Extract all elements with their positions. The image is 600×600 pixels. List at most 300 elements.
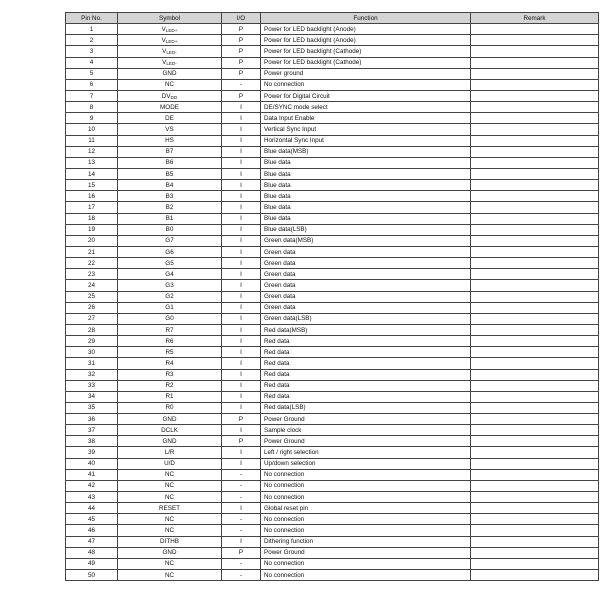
- table-row: [66, 113, 599, 124]
- function-cell: No connection: [261, 525, 471, 536]
- table-row: [66, 280, 599, 291]
- symbol-subscript: DD: [170, 94, 178, 100]
- io-type-cell: -: [222, 492, 261, 503]
- symbol-text: NC: [164, 560, 175, 568]
- pin-number-cell: 20: [66, 235, 118, 246]
- pin-number-cell: 6: [66, 79, 118, 90]
- symbol-subscript: LED-: [166, 49, 177, 55]
- symbol-text: R3: [165, 371, 174, 379]
- symbol-text: G0: [165, 315, 174, 323]
- pin-number-cell: 2: [66, 35, 118, 46]
- io-type-cell: I: [222, 336, 261, 347]
- symbol-cell: [118, 79, 222, 90]
- symbol-cell: [118, 224, 222, 235]
- io-type-cell: I: [222, 458, 261, 469]
- symbol-text: DITHB: [160, 538, 179, 546]
- function-cell: Blue data: [261, 168, 471, 179]
- function-cell: No connection: [261, 558, 471, 569]
- io-type-cell: I: [222, 157, 261, 168]
- io-type-cell: I: [222, 536, 261, 547]
- pin-number-cell: 30: [66, 347, 118, 358]
- pin-number-cell: 41: [66, 469, 118, 480]
- symbol-text: B0: [165, 226, 174, 234]
- header-symbol: Symbol: [118, 13, 222, 24]
- symbol-cell: [118, 68, 222, 79]
- table-row: [66, 358, 599, 369]
- function-cell: Red data(LSB): [261, 402, 471, 413]
- function-cell: Green data: [261, 246, 471, 257]
- symbol-text: B1: [165, 215, 174, 223]
- symbol-cell: [118, 414, 222, 425]
- function-cell: Green data(LSB): [261, 313, 471, 324]
- pin-number-cell: 7: [66, 90, 118, 101]
- pin-number-cell: 40: [66, 458, 118, 469]
- remark-cell: [471, 113, 599, 124]
- function-cell: DE/SYNC mode select: [261, 102, 471, 113]
- table-row: [66, 157, 599, 168]
- symbol-cell: [118, 436, 222, 447]
- pin-number-cell: 48: [66, 547, 118, 558]
- symbol-text: B2: [165, 203, 174, 211]
- function-cell: Power Ground: [261, 547, 471, 558]
- remark-cell: [471, 536, 599, 547]
- function-cell: Power Ground: [261, 414, 471, 425]
- pin-number-cell: 11: [66, 135, 118, 146]
- symbol-cell: [118, 347, 222, 358]
- io-type-cell: I: [222, 202, 261, 213]
- function-cell: No connection: [261, 469, 471, 480]
- table-row: [66, 246, 599, 257]
- pin-number-cell: 49: [66, 558, 118, 569]
- symbol-text: R5: [165, 348, 174, 356]
- remark-cell: [471, 24, 599, 35]
- symbol-text: R6: [165, 337, 174, 345]
- symbol-cell: [118, 202, 222, 213]
- function-cell: Power for Digital Circuit: [261, 90, 471, 101]
- io-type-cell: P: [222, 414, 261, 425]
- pin-number-cell: 12: [66, 146, 118, 157]
- table-row: [66, 558, 599, 569]
- io-type-cell: I: [222, 213, 261, 224]
- remark-cell: [471, 291, 599, 302]
- io-type-cell: I: [222, 380, 261, 391]
- table-row: [66, 291, 599, 302]
- symbol-cell: [118, 302, 222, 313]
- function-cell: Global reset pin: [261, 503, 471, 514]
- remark-cell: [471, 102, 599, 113]
- io-type-cell: I: [222, 402, 261, 413]
- pin-number-cell: 25: [66, 291, 118, 302]
- table-row: [66, 447, 599, 458]
- symbol-text: V: [162, 47, 167, 55]
- function-cell: Red data: [261, 391, 471, 402]
- symbol-text: V: [161, 36, 166, 44]
- symbol-cell: [118, 246, 222, 257]
- remark-cell: [471, 336, 599, 347]
- remark-cell: [471, 157, 599, 168]
- symbol-cell: [118, 514, 222, 525]
- remark-cell: [471, 302, 599, 313]
- io-type-cell: I: [222, 503, 261, 514]
- function-cell: Green data: [261, 302, 471, 313]
- remark-cell: [471, 246, 599, 257]
- io-type-cell: I: [222, 180, 261, 191]
- symbol-text: NC: [164, 493, 175, 501]
- symbol-cell: [118, 425, 222, 436]
- function-cell: Power for LED backlight (Cathode): [261, 46, 471, 57]
- pin-number-cell: 33: [66, 380, 118, 391]
- function-cell: Green data: [261, 280, 471, 291]
- io-type-cell: I: [222, 258, 261, 269]
- table-row: [66, 90, 599, 101]
- table-row: [66, 369, 599, 380]
- table-row: [66, 503, 599, 514]
- symbol-text: NC: [164, 571, 175, 579]
- pin-number-cell: 8: [66, 102, 118, 113]
- header-io: I/O: [222, 13, 261, 24]
- remark-cell: [471, 258, 599, 269]
- table-row: [66, 313, 599, 324]
- symbol-text: B3: [165, 192, 174, 200]
- symbol-text: B6: [165, 159, 174, 167]
- function-cell: No connection: [261, 492, 471, 503]
- symbol-subscript: LED+: [165, 38, 178, 44]
- symbol-text: R7: [165, 326, 174, 334]
- pin-number-cell: 38: [66, 436, 118, 447]
- symbol-cell: [118, 324, 222, 335]
- table-row: [66, 425, 599, 436]
- io-type-cell: -: [222, 514, 261, 525]
- pin-number-cell: 19: [66, 224, 118, 235]
- symbol-text: R1: [165, 393, 174, 401]
- io-type-cell: -: [222, 469, 261, 480]
- symbol-cell: [118, 313, 222, 324]
- pin-number-cell: 10: [66, 124, 118, 135]
- symbol-text: MODE: [160, 103, 179, 111]
- io-type-cell: -: [222, 480, 261, 491]
- function-cell: Red data: [261, 358, 471, 369]
- io-type-cell: I: [222, 291, 261, 302]
- table-row: [66, 458, 599, 469]
- symbol-text: V: [161, 25, 166, 33]
- table-row: [66, 402, 599, 413]
- table-row: [66, 146, 599, 157]
- table-row: [66, 102, 599, 113]
- pin-number-cell: 36: [66, 414, 118, 425]
- remark-cell: [471, 280, 599, 291]
- pin-number-cell: 50: [66, 570, 118, 581]
- pin-number-cell: 23: [66, 269, 118, 280]
- symbol-text: RESET: [159, 504, 180, 512]
- io-type-cell: -: [222, 525, 261, 536]
- symbol-text: G2: [165, 293, 174, 301]
- symbol-cell: [118, 492, 222, 503]
- header-pin-no: Pin No.: [66, 13, 118, 24]
- remark-cell: [471, 202, 599, 213]
- function-cell: Blue data(LSB): [261, 224, 471, 235]
- symbol-cell: [118, 157, 222, 168]
- remark-cell: [471, 402, 599, 413]
- symbol-text: R2: [165, 382, 174, 390]
- pin-number-cell: 17: [66, 202, 118, 213]
- function-cell: Power for LED backlight (Anode): [261, 24, 471, 35]
- function-cell: Green data: [261, 258, 471, 269]
- symbol-cell: [118, 113, 222, 124]
- symbol-cell: [118, 258, 222, 269]
- symbol-cell: [118, 135, 222, 146]
- symbol-cell: [118, 146, 222, 157]
- symbol-cell: [118, 525, 222, 536]
- function-cell: Red data: [261, 347, 471, 358]
- symbol-text: DCLK: [161, 426, 178, 434]
- symbol-text: G1: [165, 304, 174, 312]
- symbol-text: NC: [164, 81, 175, 89]
- io-type-cell: P: [222, 24, 261, 35]
- remark-cell: [471, 35, 599, 46]
- table-row: [66, 168, 599, 179]
- remark-cell: [471, 213, 599, 224]
- io-type-cell: P: [222, 35, 261, 46]
- pin-number-cell: 35: [66, 402, 118, 413]
- symbol-text: V: [162, 59, 167, 67]
- table-row: [66, 324, 599, 335]
- function-cell: Red data: [261, 336, 471, 347]
- pin-number-cell: 31: [66, 358, 118, 369]
- io-type-cell: I: [222, 280, 261, 291]
- function-cell: Vertical Sync Input: [261, 124, 471, 135]
- pin-number-cell: 4: [66, 57, 118, 68]
- symbol-text: B5: [165, 170, 174, 178]
- remark-cell: [471, 436, 599, 447]
- function-cell: Power Ground: [261, 436, 471, 447]
- symbol-subscript: LED-: [166, 61, 177, 67]
- pin-number-cell: 16: [66, 191, 118, 202]
- remark-cell: [471, 492, 599, 503]
- function-cell: Blue data: [261, 202, 471, 213]
- pin-number-cell: 24: [66, 280, 118, 291]
- function-cell: Dithering function: [261, 536, 471, 547]
- function-cell: No connection: [261, 570, 471, 581]
- table-row: [66, 57, 599, 68]
- table-row: [66, 391, 599, 402]
- pin-number-cell: 32: [66, 369, 118, 380]
- table-row: [66, 570, 599, 581]
- symbol-cell: [118, 380, 222, 391]
- symbol-cell: [118, 369, 222, 380]
- table-row: [66, 180, 599, 191]
- remark-cell: [471, 514, 599, 525]
- function-cell: No connection: [261, 514, 471, 525]
- symbol-cell: [118, 269, 222, 280]
- function-cell: Horizontal Sync Input: [261, 135, 471, 146]
- table-row: [66, 536, 599, 547]
- table-row: [66, 380, 599, 391]
- symbol-text: B4: [165, 181, 174, 189]
- remark-cell: [471, 168, 599, 179]
- symbol-cell: [118, 124, 222, 135]
- remark-cell: [471, 235, 599, 246]
- symbol-text: G4: [165, 270, 174, 278]
- symbol-cell: [118, 24, 222, 35]
- io-type-cell: P: [222, 46, 261, 57]
- table-row: [66, 124, 599, 135]
- table-row: [66, 347, 599, 358]
- table-row: [66, 514, 599, 525]
- remark-cell: [471, 358, 599, 369]
- io-type-cell: I: [222, 113, 261, 124]
- io-type-cell: I: [222, 235, 261, 246]
- pin-number-cell: 44: [66, 503, 118, 514]
- symbol-cell: [118, 447, 222, 458]
- symbol-cell: [118, 35, 222, 46]
- symbol-cell: [118, 558, 222, 569]
- table-row: [66, 258, 599, 269]
- io-type-cell: I: [222, 391, 261, 402]
- pin-number-cell: 27: [66, 313, 118, 324]
- io-type-cell: P: [222, 90, 261, 101]
- header-remark: Remark: [471, 13, 599, 24]
- function-cell: Green data(MSB): [261, 235, 471, 246]
- pin-assignment-sheet: [65, 12, 598, 581]
- io-type-cell: I: [222, 369, 261, 380]
- io-type-cell: I: [222, 124, 261, 135]
- table-row: [66, 35, 599, 46]
- symbol-cell: [118, 191, 222, 202]
- pin-number-cell: 47: [66, 536, 118, 547]
- remark-cell: [471, 558, 599, 569]
- symbol-cell: [118, 57, 222, 68]
- io-type-cell: -: [222, 570, 261, 581]
- table-row: [66, 213, 599, 224]
- io-type-cell: P: [222, 547, 261, 558]
- io-type-cell: -: [222, 558, 261, 569]
- remark-cell: [471, 68, 599, 79]
- remark-cell: [471, 269, 599, 280]
- remark-cell: [471, 135, 599, 146]
- header-function: Function: [261, 13, 471, 24]
- pin-number-cell: 3: [66, 46, 118, 57]
- remark-cell: [471, 570, 599, 581]
- pin-number-cell: 18: [66, 213, 118, 224]
- symbol-text: G5: [165, 259, 174, 267]
- pin-assignment-table: [65, 12, 599, 581]
- symbol-cell: [118, 547, 222, 558]
- table-row: [66, 547, 599, 558]
- symbol-text: GND: [162, 437, 177, 445]
- pin-number-cell: 37: [66, 425, 118, 436]
- symbol-text: G7: [165, 237, 174, 245]
- io-type-cell: I: [222, 191, 261, 202]
- function-cell: Green data: [261, 269, 471, 280]
- remark-cell: [471, 313, 599, 324]
- remark-cell: [471, 90, 599, 101]
- io-type-cell: I: [222, 358, 261, 369]
- symbol-text: G3: [165, 281, 174, 289]
- symbol-cell: [118, 458, 222, 469]
- remark-cell: [471, 547, 599, 558]
- function-cell: No connection: [261, 79, 471, 90]
- table-row: [66, 492, 599, 503]
- symbol-cell: [118, 46, 222, 57]
- table-row: [66, 191, 599, 202]
- io-type-cell: -: [222, 79, 261, 90]
- remark-cell: [471, 324, 599, 335]
- pin-number-cell: 26: [66, 302, 118, 313]
- table-row: [66, 135, 599, 146]
- io-type-cell: I: [222, 168, 261, 179]
- symbol-cell: [118, 291, 222, 302]
- symbol-text: DV: [161, 92, 171, 100]
- symbol-text: HS: [165, 137, 174, 145]
- symbol-text: NC: [164, 515, 175, 523]
- remark-cell: [471, 469, 599, 480]
- table-header-row: [66, 13, 599, 24]
- pin-number-cell: 39: [66, 447, 118, 458]
- table-row: [66, 436, 599, 447]
- symbol-cell: [118, 391, 222, 402]
- symbol-text: B7: [165, 148, 174, 156]
- symbol-cell: [118, 503, 222, 514]
- symbol-cell: [118, 402, 222, 413]
- remark-cell: [471, 146, 599, 157]
- remark-cell: [471, 447, 599, 458]
- table-row: [66, 46, 599, 57]
- function-cell: No connection: [261, 480, 471, 491]
- function-cell: Red data: [261, 369, 471, 380]
- symbol-cell: [118, 168, 222, 179]
- remark-cell: [471, 525, 599, 536]
- pin-number-cell: 5: [66, 68, 118, 79]
- table-row: [66, 469, 599, 480]
- remark-cell: [471, 369, 599, 380]
- table-row: [66, 202, 599, 213]
- remark-cell: [471, 180, 599, 191]
- remark-cell: [471, 380, 599, 391]
- pin-number-cell: 22: [66, 258, 118, 269]
- symbol-cell: [118, 180, 222, 191]
- function-cell: Blue data: [261, 157, 471, 168]
- symbol-text: NC: [164, 471, 175, 479]
- io-type-cell: I: [222, 313, 261, 324]
- symbol-cell: [118, 280, 222, 291]
- function-cell: Red data(MSB): [261, 324, 471, 335]
- pin-number-cell: 9: [66, 113, 118, 124]
- function-cell: Data Input Enable: [261, 113, 471, 124]
- symbol-cell: [118, 358, 222, 369]
- function-cell: Power ground: [261, 68, 471, 79]
- table-row: [66, 336, 599, 347]
- io-type-cell: I: [222, 302, 261, 313]
- symbol-text: R0: [165, 404, 174, 412]
- symbol-text: DE: [165, 114, 174, 122]
- table-row: [66, 235, 599, 246]
- io-type-cell: I: [222, 269, 261, 280]
- symbol-text: G6: [165, 248, 174, 256]
- pin-number-cell: 1: [66, 24, 118, 35]
- table-row: [66, 24, 599, 35]
- io-type-cell: I: [222, 447, 261, 458]
- symbol-cell: [118, 480, 222, 491]
- pin-number-cell: 15: [66, 180, 118, 191]
- io-type-cell: I: [222, 224, 261, 235]
- io-type-cell: I: [222, 246, 261, 257]
- remark-cell: [471, 191, 599, 202]
- function-cell: Power for LED backlight (Cathode): [261, 57, 471, 68]
- function-cell: Blue data: [261, 213, 471, 224]
- table-row: [66, 525, 599, 536]
- remark-cell: [471, 503, 599, 514]
- function-cell: Left / right selection: [261, 447, 471, 458]
